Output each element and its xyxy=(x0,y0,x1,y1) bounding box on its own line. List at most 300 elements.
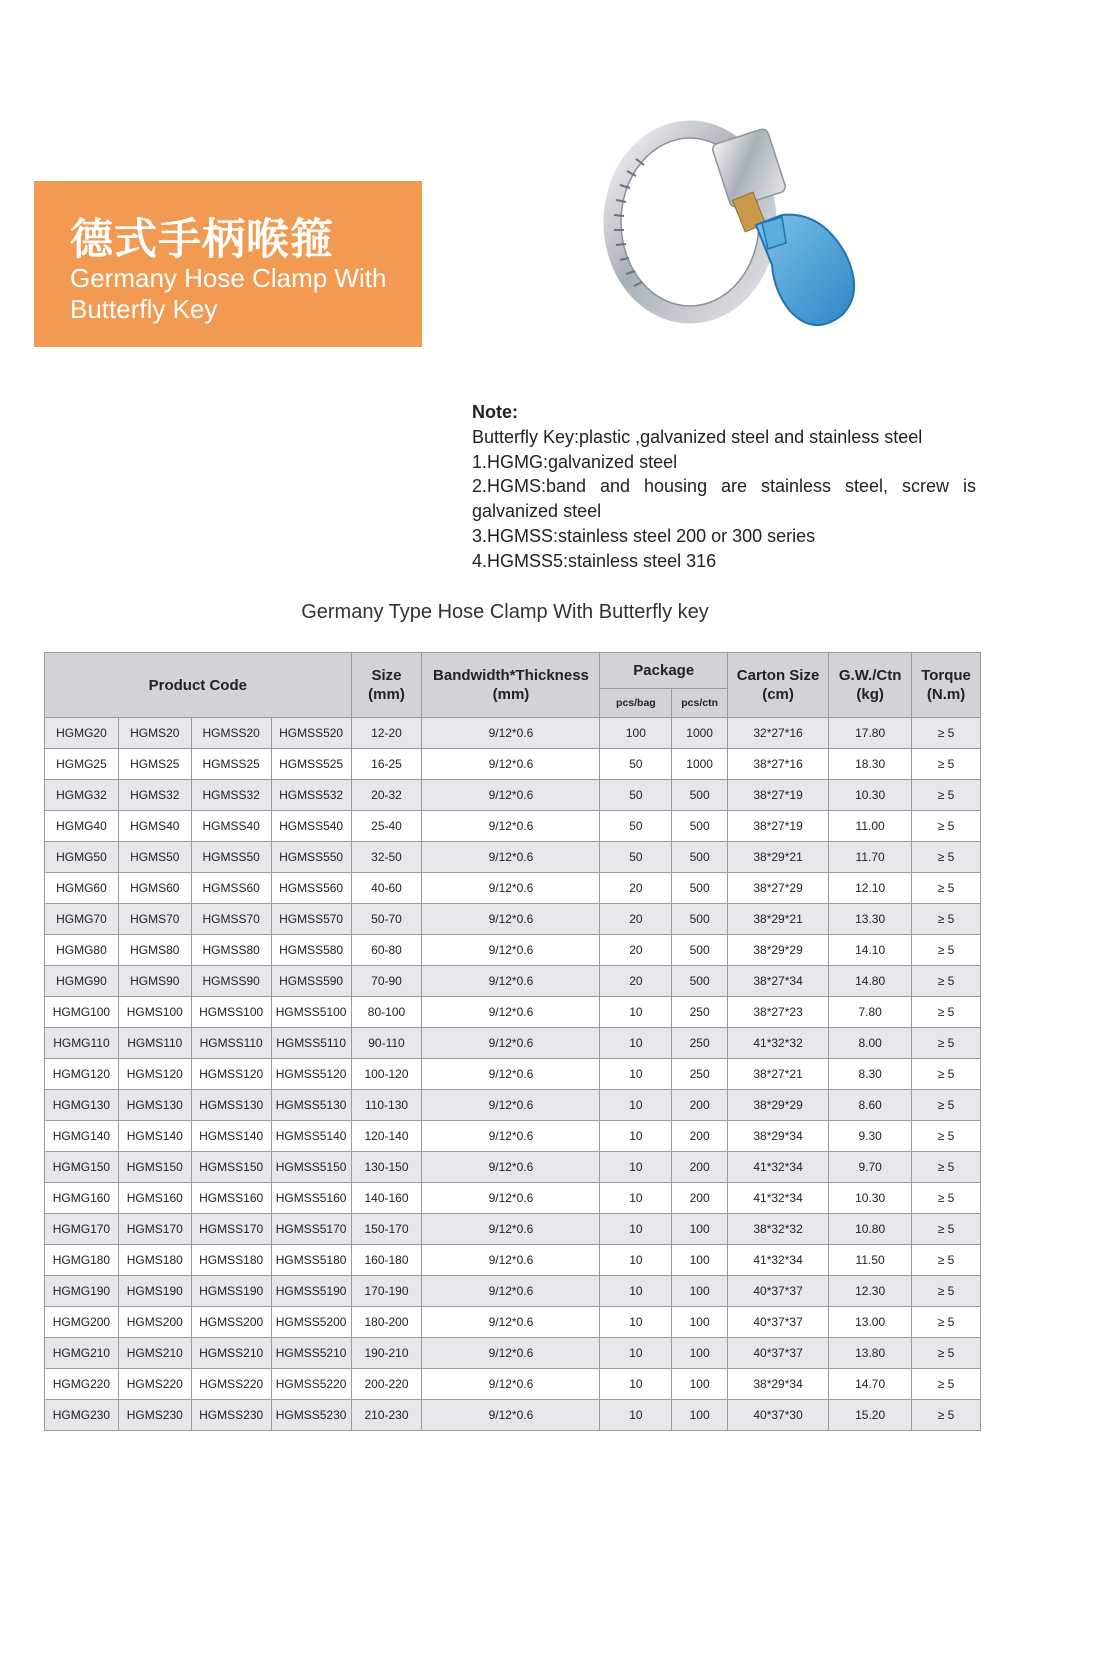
header-pcs-bag: pcs/bag xyxy=(600,689,672,718)
table-cell: ≥ 5 xyxy=(912,1059,981,1090)
table-cell: HGMG80 xyxy=(45,935,119,966)
table-cell: ≥ 5 xyxy=(912,1245,981,1276)
note-line: Butterfly Key:plastic ,galvanized steel and stainless steel xyxy=(472,426,923,447)
table-row xyxy=(45,1028,981,1059)
table-cell: 11.70 xyxy=(829,842,912,873)
table-cell: 9/12*0.6 xyxy=(422,1400,600,1431)
table-cell: 14.80 xyxy=(829,966,912,997)
table-row xyxy=(45,749,981,780)
table-cell: 10 xyxy=(600,1183,672,1214)
table-cell: 38*27*19 xyxy=(727,811,828,842)
spec-table-body xyxy=(45,718,981,1431)
table-cell: HGMSS520 xyxy=(271,718,351,749)
table-cell: 200 xyxy=(672,1121,728,1152)
table-cell: 10 xyxy=(600,1245,672,1276)
table-row xyxy=(45,1090,981,1121)
table-cell: 41*32*34 xyxy=(727,1245,828,1276)
header-bandwidth-unit: (mm) xyxy=(492,686,530,703)
header-gw-label: G.W./Ctn xyxy=(838,667,902,684)
table-cell: 41*32*34 xyxy=(727,1152,828,1183)
table-cell: 100 xyxy=(600,718,672,749)
table-cell: HGMSS200 xyxy=(191,1307,271,1338)
table-cell: ≥ 5 xyxy=(912,1090,981,1121)
table-cell: 50 xyxy=(600,811,672,842)
table-cell: 200 xyxy=(672,1090,728,1121)
table-cell: 38*27*16 xyxy=(727,749,828,780)
table-cell: HGMSS5220 xyxy=(271,1369,351,1400)
header-torque-unit: (N.m) xyxy=(926,686,966,703)
table-cell: HGMG210 xyxy=(45,1338,119,1369)
table-cell: 9/12*0.6 xyxy=(422,904,600,935)
table-cell: 40*37*37 xyxy=(727,1307,828,1338)
table-cell: 12-20 xyxy=(351,718,422,749)
table-cell: 9/12*0.6 xyxy=(422,1028,600,1059)
table-cell: HGMG140 xyxy=(45,1121,119,1152)
table-cell: 9/12*0.6 xyxy=(422,811,600,842)
table-cell: HGMG160 xyxy=(45,1183,119,1214)
table-cell: 50 xyxy=(600,749,672,780)
table-cell: ≥ 5 xyxy=(912,1369,981,1400)
table-cell: ≥ 5 xyxy=(912,1338,981,1369)
table-cell: 9/12*0.6 xyxy=(422,1307,600,1338)
table-cell: 40*37*37 xyxy=(727,1338,828,1369)
table-cell: 13.30 xyxy=(829,904,912,935)
table-cell: HGMS20 xyxy=(118,718,191,749)
table-cell: 9/12*0.6 xyxy=(422,1090,600,1121)
table-cell: ≥ 5 xyxy=(912,1214,981,1245)
table-cell: 32*27*16 xyxy=(727,718,828,749)
table-cell: 9/12*0.6 xyxy=(422,966,600,997)
table-cell: 32-50 xyxy=(351,842,422,873)
table-cell: 10 xyxy=(600,997,672,1028)
table-cell: HGMS32 xyxy=(118,780,191,811)
table-cell: ≥ 5 xyxy=(912,997,981,1028)
table-cell: HGMSS560 xyxy=(271,873,351,904)
table-cell: 100 xyxy=(672,1400,728,1431)
note-line: 1.HGMG:galvanized steel xyxy=(472,451,678,472)
table-cell: 160-180 xyxy=(351,1245,422,1276)
table-cell: 90-110 xyxy=(351,1028,422,1059)
table-cell: HGMSS5160 xyxy=(271,1183,351,1214)
table-cell: 38*27*29 xyxy=(727,873,828,904)
table-cell: 40-60 xyxy=(351,873,422,904)
table-row xyxy=(45,1276,981,1307)
table-cell: 180-200 xyxy=(351,1307,422,1338)
table-cell: 9/12*0.6 xyxy=(422,780,600,811)
table-cell: 10.30 xyxy=(829,1183,912,1214)
table-cell: 1000 xyxy=(672,718,728,749)
header-carton-size xyxy=(727,653,828,718)
table-row xyxy=(45,1400,981,1431)
table-cell: HGMSS5120 xyxy=(271,1059,351,1090)
table-cell: HGMS100 xyxy=(118,997,191,1028)
table-cell: 9/12*0.6 xyxy=(422,718,600,749)
table-cell: 38*27*23 xyxy=(727,997,828,1028)
table-cell: 170-190 xyxy=(351,1276,422,1307)
table-cell: HGMS90 xyxy=(118,966,191,997)
table-cell: 100 xyxy=(672,1369,728,1400)
table-cell: 38*27*34 xyxy=(727,966,828,997)
header-bandwidth-label: Bandwidth*Thickness xyxy=(433,667,589,684)
table-cell: HGMG32 xyxy=(45,780,119,811)
table-cell: 190-210 xyxy=(351,1338,422,1369)
table-cell: HGMS210 xyxy=(118,1338,191,1369)
table-cell: 9/12*0.6 xyxy=(422,873,600,904)
table-cell: 20 xyxy=(600,873,672,904)
hose-clamp-butterfly-key-image xyxy=(560,115,920,385)
table-cell: HGMSS190 xyxy=(191,1276,271,1307)
table-cell: 9/12*0.6 xyxy=(422,842,600,873)
table-cell: 250 xyxy=(672,1059,728,1090)
table-cell: 16-25 xyxy=(351,749,422,780)
header-carton-unit: (cm) xyxy=(762,686,794,703)
header-torque xyxy=(912,653,981,718)
table-cell: HGMSS110 xyxy=(191,1028,271,1059)
table-cell: HGMSS150 xyxy=(191,1152,271,1183)
table-row xyxy=(45,1307,981,1338)
table-cell: HGMS170 xyxy=(118,1214,191,1245)
table-cell: 250 xyxy=(672,997,728,1028)
table-cell: 100 xyxy=(672,1245,728,1276)
table-cell: 10 xyxy=(600,1059,672,1090)
table-cell: 13.00 xyxy=(829,1307,912,1338)
table-cell: 12.30 xyxy=(829,1276,912,1307)
table-cell: ≥ 5 xyxy=(912,904,981,935)
table-row xyxy=(45,842,981,873)
table-cell: 100-120 xyxy=(351,1059,422,1090)
table-cell: 11.50 xyxy=(829,1245,912,1276)
table-cell: 9/12*0.6 xyxy=(422,1276,600,1307)
table-row xyxy=(45,1369,981,1400)
table-cell: 9.70 xyxy=(829,1152,912,1183)
table-cell: HGMS180 xyxy=(118,1245,191,1276)
table-cell: 38*32*32 xyxy=(727,1214,828,1245)
table-cell: 10 xyxy=(600,1307,672,1338)
table-cell: 10 xyxy=(600,1276,672,1307)
table-cell: 10.80 xyxy=(829,1214,912,1245)
table-cell: HGMSS5110 xyxy=(271,1028,351,1059)
table-title: Germany Type Hose Clamp With Butterfly key xyxy=(301,601,709,623)
table-cell: 500 xyxy=(672,842,728,873)
table-cell: 9/12*0.6 xyxy=(422,1369,600,1400)
table-cell: 200-220 xyxy=(351,1369,422,1400)
table-cell: 60-80 xyxy=(351,935,422,966)
table-cell: 38*29*21 xyxy=(727,842,828,873)
table-cell: 13.80 xyxy=(829,1338,912,1369)
table-cell: HGMSS5140 xyxy=(271,1121,351,1152)
note-section xyxy=(472,400,976,574)
table-row xyxy=(45,1152,981,1183)
table-cell: HGMSS32 xyxy=(191,780,271,811)
table-cell: HGMSS50 xyxy=(191,842,271,873)
table-cell: HGMSS210 xyxy=(191,1338,271,1369)
table-cell: 20 xyxy=(600,966,672,997)
table-cell: 10 xyxy=(600,1400,672,1431)
table-cell: 10 xyxy=(600,1338,672,1369)
table-cell: ≥ 5 xyxy=(912,1121,981,1152)
table-cell: 14.10 xyxy=(829,935,912,966)
table-cell: HGMSS525 xyxy=(271,749,351,780)
table-cell: 9/12*0.6 xyxy=(422,997,600,1028)
table-cell: 12.10 xyxy=(829,873,912,904)
table-cell: ≥ 5 xyxy=(912,780,981,811)
table-cell: HGMSS220 xyxy=(191,1369,271,1400)
table-cell: 9/12*0.6 xyxy=(422,1338,600,1369)
table-cell: HGMSS60 xyxy=(191,873,271,904)
table-cell: 500 xyxy=(672,904,728,935)
table-cell: 100 xyxy=(672,1307,728,1338)
table-cell: 140-160 xyxy=(351,1183,422,1214)
table-cell: HGMS130 xyxy=(118,1090,191,1121)
table-cell: HGMSS532 xyxy=(271,780,351,811)
table-cell: HGMS60 xyxy=(118,873,191,904)
table-cell: 8.30 xyxy=(829,1059,912,1090)
table-cell: 40*37*37 xyxy=(727,1276,828,1307)
header-package: Package xyxy=(600,653,727,689)
table-cell: HGMG220 xyxy=(45,1369,119,1400)
table-cell: HGMSS140 xyxy=(191,1121,271,1152)
table-row xyxy=(45,1338,981,1369)
table-cell: 130-150 xyxy=(351,1152,422,1183)
table-cell: ≥ 5 xyxy=(912,1400,981,1431)
table-cell: ≥ 5 xyxy=(912,966,981,997)
table-cell: 25-40 xyxy=(351,811,422,842)
table-cell: ≥ 5 xyxy=(912,1307,981,1338)
table-cell: HGMG40 xyxy=(45,811,119,842)
table-row xyxy=(45,1214,981,1245)
table-cell: HGMS120 xyxy=(118,1059,191,1090)
table-cell: 210-230 xyxy=(351,1400,422,1431)
table-row xyxy=(45,935,981,966)
table-cell: 40*37*30 xyxy=(727,1400,828,1431)
table-cell: 500 xyxy=(672,780,728,811)
table-cell: 10 xyxy=(600,1152,672,1183)
table-cell: HGMS160 xyxy=(118,1183,191,1214)
table-cell: ≥ 5 xyxy=(912,1028,981,1059)
table-cell: 38*29*34 xyxy=(727,1369,828,1400)
table-cell: 38*29*29 xyxy=(727,935,828,966)
table-cell: HGMG190 xyxy=(45,1276,119,1307)
table-cell: 38*29*21 xyxy=(727,904,828,935)
table-cell: HGMG170 xyxy=(45,1214,119,1245)
table-cell: HGMG60 xyxy=(45,873,119,904)
table-cell: HGMS80 xyxy=(118,935,191,966)
table-cell: 20 xyxy=(600,935,672,966)
table-row xyxy=(45,1121,981,1152)
table-cell: HGMS25 xyxy=(118,749,191,780)
table-cell: 10.30 xyxy=(829,780,912,811)
table-cell: HGMSS70 xyxy=(191,904,271,935)
table-cell: HGMS230 xyxy=(118,1400,191,1431)
table-cell: 20-32 xyxy=(351,780,422,811)
table-cell: 500 xyxy=(672,811,728,842)
table-cell: 500 xyxy=(672,935,728,966)
table-cell: HGMSS230 xyxy=(191,1400,271,1431)
note-line: 3.HGMSS:stainless steel 200 or 300 series xyxy=(472,525,816,546)
table-cell: HGMG230 xyxy=(45,1400,119,1431)
table-cell: HGMSS90 xyxy=(191,966,271,997)
table-cell: 9/12*0.6 xyxy=(422,1121,600,1152)
header-product-code: Product Code xyxy=(45,653,352,718)
header-pcs-ctn: pcs/ctn xyxy=(672,689,728,718)
table-cell: 50-70 xyxy=(351,904,422,935)
table-cell: ≥ 5 xyxy=(912,1183,981,1214)
table-cell: 110-130 xyxy=(351,1090,422,1121)
table-cell: HGMSS130 xyxy=(191,1090,271,1121)
table-cell: 11.00 xyxy=(829,811,912,842)
table-cell: ≥ 5 xyxy=(912,1276,981,1307)
table-cell: HGMSS540 xyxy=(271,811,351,842)
header-size-unit: (mm) xyxy=(368,686,405,703)
table-cell: HGMSS80 xyxy=(191,935,271,966)
table-row xyxy=(45,997,981,1028)
table-cell: HGMSS5180 xyxy=(271,1245,351,1276)
table-cell: HGMSS170 xyxy=(191,1214,271,1245)
table-cell: HGMG150 xyxy=(45,1152,119,1183)
table-cell: ≥ 5 xyxy=(912,1152,981,1183)
table-cell: 20 xyxy=(600,904,672,935)
table-cell: 80-100 xyxy=(351,997,422,1028)
table-cell: 70-90 xyxy=(351,966,422,997)
table-cell: ≥ 5 xyxy=(912,811,981,842)
table-cell: 120-140 xyxy=(351,1121,422,1152)
table-row xyxy=(45,1183,981,1214)
table-cell: 8.00 xyxy=(829,1028,912,1059)
table-cell: 200 xyxy=(672,1152,728,1183)
spec-table xyxy=(44,652,981,1431)
table-cell: 9/12*0.6 xyxy=(422,1059,600,1090)
table-cell: HGMSS5230 xyxy=(271,1400,351,1431)
table-cell: 200 xyxy=(672,1183,728,1214)
table-cell: ≥ 5 xyxy=(912,749,981,780)
table-cell: HGMG180 xyxy=(45,1245,119,1276)
header-gw-unit: (kg) xyxy=(856,686,884,703)
table-cell: 9/12*0.6 xyxy=(422,1152,600,1183)
note-line: 4.HGMSS5:stainless steel 316 xyxy=(472,550,717,571)
table-row xyxy=(45,811,981,842)
title-banner xyxy=(34,181,422,347)
table-cell: 9/12*0.6 xyxy=(422,1214,600,1245)
table-cell: 9/12*0.6 xyxy=(422,1245,600,1276)
table-cell: 38*29*34 xyxy=(727,1121,828,1152)
table-cell: 100 xyxy=(672,1276,728,1307)
table-cell: HGMSS180 xyxy=(191,1245,271,1276)
table-cell: 18.30 xyxy=(829,749,912,780)
table-cell: 38*27*19 xyxy=(727,780,828,811)
table-cell: HGMS70 xyxy=(118,904,191,935)
table-cell: 41*32*34 xyxy=(727,1183,828,1214)
table-cell: HGMG90 xyxy=(45,966,119,997)
banner-title-en: Germany Hose Clamp With Butterfly Key xyxy=(70,263,387,324)
table-cell: HGMSS5190 xyxy=(271,1276,351,1307)
table-cell: ≥ 5 xyxy=(912,873,981,904)
table-cell: HGMG100 xyxy=(45,997,119,1028)
table-cell: 100 xyxy=(672,1338,728,1369)
table-cell: 38*27*21 xyxy=(727,1059,828,1090)
table-cell: 14.70 xyxy=(829,1369,912,1400)
table-cell: HGMG20 xyxy=(45,718,119,749)
table-row xyxy=(45,873,981,904)
table-cell: HGMSS580 xyxy=(271,935,351,966)
header-bandwidth xyxy=(422,653,600,718)
table-cell: HGMS50 xyxy=(118,842,191,873)
table-row xyxy=(45,1245,981,1276)
table-cell: ≥ 5 xyxy=(912,935,981,966)
table-cell: HGMS150 xyxy=(118,1152,191,1183)
table-cell: 100 xyxy=(672,1214,728,1245)
table-cell: HGMSS100 xyxy=(191,997,271,1028)
header-carton-label: Carton Size xyxy=(736,667,820,684)
table-cell: 10 xyxy=(600,1090,672,1121)
table-cell: HGMSS5170 xyxy=(271,1214,351,1245)
banner-title-cn: 德式手柄喉箍 xyxy=(70,215,334,265)
table-cell: 10 xyxy=(600,1369,672,1400)
table-row xyxy=(45,904,981,935)
table-cell: HGMSS120 xyxy=(191,1059,271,1090)
table-cell: HGMG110 xyxy=(45,1028,119,1059)
table-cell: HGMSS590 xyxy=(271,966,351,997)
table-cell: HGMS140 xyxy=(118,1121,191,1152)
table-cell: 10 xyxy=(600,1121,672,1152)
table-row xyxy=(45,966,981,997)
note-line: 2.HGMS:band and housing are stainless steel, screw is galvanized steel xyxy=(472,476,976,522)
table-cell: 50 xyxy=(600,842,672,873)
table-cell: HGMS190 xyxy=(118,1276,191,1307)
table-cell: 7.80 xyxy=(829,997,912,1028)
table-cell: HGMSS25 xyxy=(191,749,271,780)
table-cell: 15.20 xyxy=(829,1400,912,1431)
table-cell: HGMSS550 xyxy=(271,842,351,873)
table-cell: HGMSS40 xyxy=(191,811,271,842)
table-cell: 150-170 xyxy=(351,1214,422,1245)
table-cell: HGMS40 xyxy=(118,811,191,842)
table-cell: HGMG130 xyxy=(45,1090,119,1121)
table-cell: HGMG70 xyxy=(45,904,119,935)
table-row xyxy=(45,780,981,811)
table-cell: HGMSS570 xyxy=(271,904,351,935)
table-cell: HGMSS20 xyxy=(191,718,271,749)
table-cell: 8.60 xyxy=(829,1090,912,1121)
table-cell: 41*32*32 xyxy=(727,1028,828,1059)
table-cell: HGMSS160 xyxy=(191,1183,271,1214)
table-cell: 9/12*0.6 xyxy=(422,1183,600,1214)
table-cell: HGMSS5130 xyxy=(271,1090,351,1121)
table-cell: HGMSS5210 xyxy=(271,1338,351,1369)
note-title: Note: xyxy=(472,402,518,422)
table-cell: HGMG200 xyxy=(45,1307,119,1338)
header-size xyxy=(351,653,422,718)
table-cell: HGMSS5200 xyxy=(271,1307,351,1338)
table-cell: HGMG50 xyxy=(45,842,119,873)
table-cell: HGMSS5100 xyxy=(271,997,351,1028)
table-cell: HGMS200 xyxy=(118,1307,191,1338)
table-cell: HGMG25 xyxy=(45,749,119,780)
table-cell: ≥ 5 xyxy=(912,842,981,873)
table-cell: 9/12*0.6 xyxy=(422,749,600,780)
table-cell: HGMS220 xyxy=(118,1369,191,1400)
header-torque-label: Torque xyxy=(921,667,971,684)
table-cell: 38*29*29 xyxy=(727,1090,828,1121)
table-row xyxy=(45,718,981,749)
table-cell: 500 xyxy=(672,873,728,904)
table-cell: 50 xyxy=(600,780,672,811)
table-cell: 500 xyxy=(672,966,728,997)
header-gw xyxy=(829,653,912,718)
table-cell: HGMS110 xyxy=(118,1028,191,1059)
table-cell: 9/12*0.6 xyxy=(422,935,600,966)
table-cell: 1000 xyxy=(672,749,728,780)
table-cell: HGMG120 xyxy=(45,1059,119,1090)
